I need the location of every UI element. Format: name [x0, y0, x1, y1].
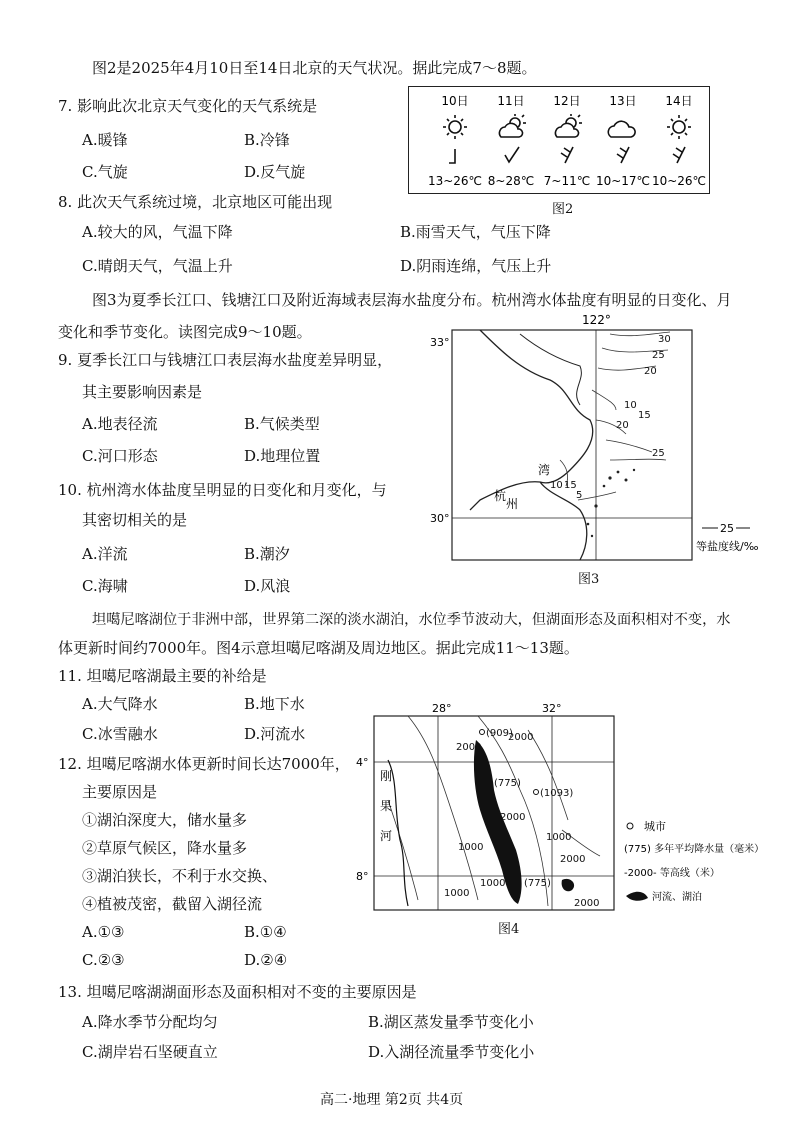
- q9-option-b: B.气候类型: [244, 415, 320, 433]
- contour-label: 1000: [480, 878, 506, 889]
- legend-city-icon: [627, 823, 633, 829]
- latitude-label: 33°: [430, 336, 450, 349]
- isohaline-label: 5: [576, 490, 583, 501]
- latitude-label: 30°: [430, 512, 450, 525]
- figure-2-caption: 图2: [552, 202, 574, 217]
- q12-stem-line2: 主要原因是: [82, 783, 158, 801]
- contour-label: 2000: [508, 732, 534, 743]
- q11-option-c: C.冰雪融水: [82, 725, 158, 743]
- wind-symbol-icon: [449, 149, 455, 163]
- river-label: 河: [380, 829, 393, 843]
- q12-option-c: C.②③: [82, 951, 125, 969]
- isohaline-label: 20: [616, 420, 629, 431]
- river-label: 果: [380, 799, 393, 813]
- wind-symbol-icon: [561, 147, 573, 163]
- sun-cloud-icon: [499, 114, 526, 137]
- figure-2-weather: [408, 86, 710, 194]
- q12-stem-line1: 12. 坦噶尼喀湖水体更新时间长达7000年，: [58, 755, 350, 773]
- day-temp: 13~26℃: [427, 174, 483, 188]
- legend-text: 等盐度线/‰: [696, 540, 759, 553]
- sun-cloud-icon: [555, 114, 582, 137]
- q11-stem: 11. 坦噶尼喀湖最主要的补给是: [58, 667, 267, 685]
- legend-lake-icon: [626, 892, 648, 901]
- q7-option-a: A.暖锋: [82, 131, 128, 149]
- day-date: 14日: [665, 94, 693, 108]
- q10-stem-line1: 10. 杭州湾水体盐度呈明显的日变化和月变化，与: [58, 481, 387, 499]
- q11-option-a: A.大气降水: [82, 695, 158, 713]
- rainfall-label: (775): [494, 778, 521, 789]
- q12-option-a: A.①③: [82, 923, 125, 941]
- rainfall-label: (775): [524, 878, 551, 889]
- legend-line-value: 25: [720, 522, 734, 535]
- sun-icon: [443, 115, 467, 139]
- q7-stem: 7. 影响此次北京天气变化的天气系统是: [58, 97, 318, 115]
- figure-3-caption: 图3: [578, 572, 600, 587]
- contour-label: 1000: [458, 842, 484, 853]
- q13-option-d: D.入湖径流量季节变化小: [368, 1043, 535, 1061]
- q12-item-4: ④植被茂密，截留入湖径流: [82, 895, 263, 913]
- longitude-label: 122°: [582, 313, 611, 327]
- q13-option-a: A.降水季节分配均匀: [82, 1013, 218, 1031]
- isohaline-label: 15: [638, 410, 651, 421]
- day-temp: 8~28℃: [487, 174, 535, 188]
- day-date: 11日: [497, 94, 525, 108]
- q13-stem: 13. 坦噶尼喀湖湖面形态及面积相对不变的主要原因是: [58, 983, 417, 1001]
- islands: [587, 469, 636, 537]
- q8-option-b: B.雨雪天气，气压下降: [400, 223, 551, 241]
- intro-q9-10-line1: 图3为夏季长江口、钱塘江口及附近海域表层海水盐度分布。杭州湾水体盐度有明显的日变化、月: [92, 291, 732, 309]
- longitude-label: 32°: [542, 702, 562, 715]
- q9-stem-line1: 9. 夏季长江口与钱塘江口表层海水盐度差异明显，: [58, 351, 393, 369]
- day-date: 10日: [441, 94, 469, 108]
- q11-option-d: D.河流水: [244, 725, 306, 743]
- q7-option-b: B.冷锋: [244, 131, 290, 149]
- intro-q11-13-line1: 坦噶尼喀湖位于非洲中部，世界第二深的淡水湖泊，水位季节波动大，但湖面形态及面积相对不变，水: [92, 612, 731, 628]
- q10-option-d: D.风浪: [244, 577, 291, 595]
- q9-stem-line2: 其主要影响因素是: [82, 383, 203, 401]
- weather-forecast-graphic: [409, 87, 709, 193]
- legend-rain: (775) 多年平均降水量（毫米）: [624, 844, 765, 855]
- q9-option-c: C.河口形态: [82, 447, 158, 465]
- isohaline-label: 10: [550, 480, 563, 491]
- legend-lake: 河流、湖泊: [652, 892, 702, 903]
- isohaline-label: 25: [652, 350, 665, 361]
- day-date: 12日: [553, 94, 581, 108]
- q11-option-b: B.地下水: [244, 695, 305, 713]
- q8-stem: 8. 此次天气系统过境，北京地区可能出现: [58, 193, 333, 211]
- rainfall-label: (1093): [540, 788, 574, 799]
- q10-option-a: A.洋流: [82, 545, 128, 563]
- wind-symbol-icon: [617, 147, 629, 163]
- intro-q9-10-line2: 变化和季节变化。读图完成9～10题。: [58, 323, 312, 341]
- q10-stem-line2: 其密切相关的是: [82, 511, 188, 529]
- q10-option-c: C.海啸: [82, 577, 128, 595]
- q12-option-d: D.②④: [244, 951, 288, 969]
- hangzhou-bay-label: 湾: [538, 463, 551, 477]
- legend-contour: -2000- 等高线（米）: [624, 868, 720, 879]
- day-temp: 10~17℃: [595, 174, 651, 188]
- q8-option-c: C.晴朗天气，气温上升: [82, 257, 233, 275]
- latitude-label: 8°: [356, 870, 369, 883]
- isohaline-label: 15: [564, 480, 577, 491]
- contour-label: 1000: [444, 888, 470, 899]
- q12-item-3: ③湖泊狭长，不利于水交换、: [82, 867, 278, 885]
- isohaline-label: 10: [624, 400, 637, 411]
- rainfall-label: (909): [486, 728, 513, 739]
- q13-option-c: C.湖岸岩石坚硬直立: [82, 1043, 218, 1061]
- q12-option-b: B.①④: [244, 923, 287, 941]
- page-footer: 高二·地理 第2页 共4页: [320, 1092, 464, 1108]
- q12-item-2: ②草原气候区，降水量多: [82, 839, 248, 857]
- hangzhou-bay-label: 杭: [494, 489, 507, 503]
- q7-option-d: D.反气旋: [244, 163, 306, 181]
- hangzhou-bay-label: 州: [506, 497, 519, 511]
- day-temp: 7~11℃: [543, 174, 591, 188]
- latitude-label: 4°: [356, 756, 369, 769]
- isohaline-label: 25: [652, 448, 665, 459]
- isohaline-label: 30: [658, 334, 671, 345]
- figure-3-salinity-map: [420, 310, 780, 570]
- contour-label: 2000: [456, 742, 482, 753]
- sun-icon: [667, 115, 691, 139]
- small-lake: [562, 879, 574, 891]
- wind-symbol-icon: [673, 147, 685, 163]
- city-marker: [480, 730, 485, 735]
- q8-option-d: D.阴雨连绵，气压上升: [400, 257, 552, 275]
- q12-item-1: ①湖泊深度大，储水量多: [82, 811, 248, 829]
- figure-4-caption: 图4: [498, 922, 520, 937]
- q9-option-a: A.地表径流: [82, 415, 158, 433]
- q10-option-b: B.潮汐: [244, 545, 290, 563]
- longitude-label: 28°: [432, 702, 452, 715]
- isohaline-label: 20: [644, 366, 657, 377]
- q13-option-b: B.湖区蒸发量季节变化小: [368, 1013, 534, 1031]
- legend-city: 城市: [644, 820, 666, 833]
- q7-option-c: C.气旋: [82, 163, 128, 181]
- intro-q7-8: 图2是2025年4月10日至14日北京的天气状况。据此完成7～8题。: [92, 59, 537, 77]
- day-date: 13日: [609, 94, 637, 108]
- contour-label: 2000: [500, 812, 526, 823]
- contour-label: 1000: [546, 832, 572, 843]
- wind-symbol-icon: [505, 147, 519, 162]
- intro-q11-13-line2: 体更新时间约7000年。图4示意坦噶尼喀湖及周边地区。据此完成11～13题。: [58, 639, 579, 657]
- yangtze-estuary: [520, 334, 581, 405]
- cloud-icon: [608, 121, 635, 137]
- day-temp: 10~26℃: [651, 174, 707, 188]
- figure-4-tanganyika-map: [348, 700, 768, 940]
- city-marker: [534, 790, 539, 795]
- q9-option-d: D.地理位置: [244, 447, 321, 465]
- river-label: 刚: [380, 769, 393, 783]
- contour-label: 2000: [574, 898, 600, 909]
- q8-option-a: A.较大的风，气温下降: [82, 223, 233, 241]
- contour-label: 2000: [560, 854, 586, 865]
